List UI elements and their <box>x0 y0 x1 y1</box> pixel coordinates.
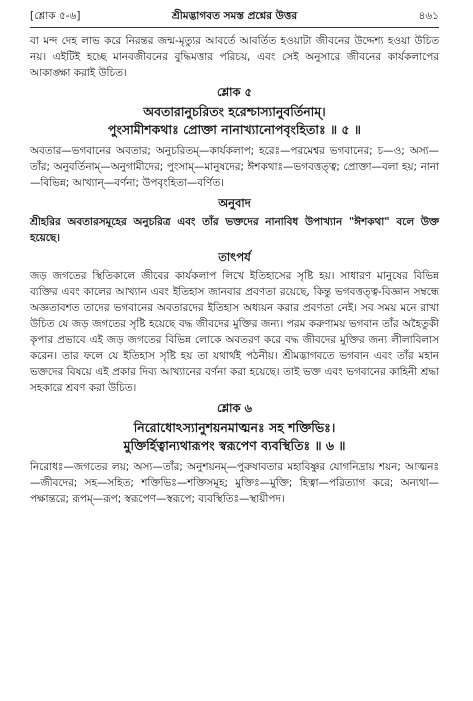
page-body <box>30 33 439 507</box>
sloka6-verse-line1: নিরোধোঽস্যানুশয়নমাত্মনঃ সহ শক্তিভিঃ। <box>133 419 336 435</box>
sloka6-verse-line2: মুক্তির্হিত্বান্যথারূপং স্বরূপেণ ব্যবস্থিতিঃ ॥ ৬ ॥ <box>123 437 346 453</box>
running-header <box>30 9 439 27</box>
intro-paragraph: বা মন্দ দেহ লাভ করে নিরন্তর জন্ম-মৃত্যুর আবর্তে আবর্তিত হওয়াটা জীবনের উদ্দেশ্য হওয়া উচিত নয়। এইটিই হচ্ছে মানবজীবনের বুদ্ধিমত্তার পরিচয়, এবং সেই অনুসারে জীবনের কার্যকলাপের আকাঙ্ক্ষা করাই উচিত। <box>30 35 439 80</box>
sloka6-synonyms: নিরোধঃ—জগতের লয়; অস্য—তাঁর; অনুশয়নম্—পুরুষাবতার মহাবিষ্ণুর যোগনিদ্রায় শয়ন; আত্মনঃ—জীবদের; সহ—সহিত; শক্তিভিঃ—শক্তিসমূহ; মুক্তিঃ—মুক্তি; হিত্বা—পরিত্যাগ করে; অন্যথা—পক্ষান্তরে; রূপম্—রূপ; স্বরূপেণ—স্বরূপে; ব্যবস্থিতিঃ—স্থায়ীপদ। <box>30 460 439 505</box>
sloka5-heading: শ্লোক ৫ <box>216 85 253 100</box>
sloka5-verse-line2: পুংসামীশকথাঃ প্রোক্তা নানাখ্যানোপবৃংহিতাঃ ॥ ৫ ॥ <box>108 122 361 138</box>
sloka5-verse-line1: অবতারানুচরিতং হরেশ্চাস্যানুবর্তিনাম্। <box>143 104 326 120</box>
sloka5-purport: জড় জগতের স্থিতিকালে জীবের কার্যকলাপ লিখে ইতিহাসের সৃষ্টি হয়। সাধারণ মানুষের বিভিন্ন ব্যক্তির এবং কালের আখ্যান এবং ইতিহাস জানবার প্রবণতা রয়েছে, কিন্তু ভগবত্তত্ত্ব-বিজ্ঞান সম্বন্ধে অজ্ঞতাবশত তাদের ভগবানের অবতারদের ইতিহাস অধ্যয়ন করার প্রবণতা নেই। সব সময় মনে রাখা উচিত যে জড় জগতের সৃষ্টি হয়েছে বদ্ধ জীবদের মুক্তির জন্য। পরম করুণাময় ভগবান তাঁর অহৈতুকী কৃপার প্রভাবে এই জড় জগতের বিভিন্ন লোকে অবতরণ করে বদ্ধ জীবদের মুক্তির জন্য লীলাবিলাস করেন। তার ফলে যে ইতিহাস সৃষ্টি হয় তা যথার্থই পঠনীয়। শ্রীমদ্ভাগবতে ভগবান এবং তাঁর মহান ভক্তদের বিষয়ে এই প্রকার দিব্য আখ্যানের বর্ণনা করা হয়েছে। তাই ভক্ত এবং ভগবানের কাহিনী শ্রদ্ধা সহকারে শ্রবণ করা উচিত। <box>30 269 439 395</box>
header-title: শ্রীমদ্ভাগবত সমস্ত প্রশ্নের উত্তর <box>171 10 298 22</box>
page-number: ৪৬১ <box>418 10 439 22</box>
sloka6-heading: শ্লোক ৬ <box>216 400 253 415</box>
sloka5-translation: শ্রীহরির অবতারসমূহের অনুচরিত্র এবং তাঁর ভক্তদের নানাবিধ উপাখ্যান "ঈশকথা" বলে উক্ত হয়েছে। <box>30 215 439 244</box>
sloka5-synonyms: অবতার—ভগবানের অবতার; অনুচরিতম্—কার্যকলাপ; হরেঃ—পরমেশ্বর ভগবানের; চ—ও; অস্য—তাঁর; অনুবর্তিনাম্—অনুগামীদের; পুংসাম্—মানুষদের; ঈশকথাঃ—ভগবত্তত্ত্ব; প্রোক্তা—বলা হয়; নানা—বিভিন্ন; আখ্যান্—বর্ণনা; উপবৃংহিতা—বর্ণিত। <box>30 145 439 190</box>
sloka5-purport-heading: তাৎপর্য <box>218 249 251 264</box>
sloka5-translation-heading: অনুবাদ <box>218 195 251 210</box>
header-verse-range: [শ্লোক ৫-৬] <box>30 10 81 22</box>
header-rule <box>30 27 439 28</box>
